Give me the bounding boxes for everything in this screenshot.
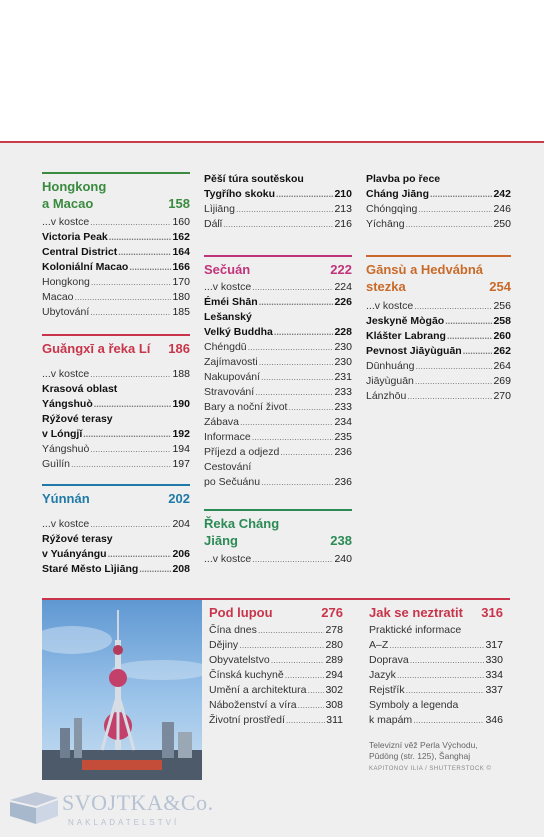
toc-entry[interactable]: Central District ..... 164 [42, 245, 190, 260]
toc-entry[interactable]: Informace ..... 235 [204, 430, 352, 445]
section-page: 238 [330, 533, 352, 548]
toc-entry[interactable]: Lánzhōu ..... 270 [366, 389, 511, 404]
toc-entry[interactable]: Lìjiāng ..... 213 [204, 202, 352, 217]
section-gansu [366, 255, 511, 404]
section-title-podlupou[interactable] [209, 604, 343, 621]
toc-entry[interactable]: Nakupování ..... 231 [204, 370, 352, 385]
tv-tower-photo [42, 600, 202, 780]
toc-entry[interactable]: Životní prostředí ..... 311 [209, 713, 343, 728]
title-line: Gānsù a Hedvábná [366, 262, 484, 277]
section-neztratit [369, 604, 503, 772]
toc-entry[interactable]: ...v kostce ..... 256 [366, 299, 511, 314]
toc-entry[interactable]: Chóngqìng ..... 246 [366, 202, 511, 217]
toc-entry[interactable]: Rejstřík ..... 337 [369, 683, 503, 698]
toc-entry[interactable]: Čína dnes ..... 278 [209, 623, 343, 638]
toc-entry-line: Krasová oblast [42, 383, 118, 395]
toc-entry-line: Praktické informace [369, 624, 462, 636]
title-line: Guǎngxī a řeka Lí [42, 341, 151, 356]
section-plavba [366, 172, 511, 232]
section-page: 254 [489, 279, 511, 294]
toc-entry[interactable]: Náboženství a víra ..... 308 [209, 698, 343, 713]
toc-entry[interactable]: Doprava ..... 330 [369, 653, 503, 668]
section-title-hongkong[interactable] [42, 172, 190, 212]
section-title-yunnan[interactable] [42, 484, 190, 507]
toc-entry[interactable]: Dálǐ ..... 216 [204, 217, 352, 232]
toc-entry[interactable]: Pevnost Jiāyùguān ..... 262 [366, 344, 511, 359]
title-line: Jak se neztratit [369, 605, 463, 620]
toc-entry-line: Plavba po řece [366, 173, 441, 185]
photo-caption: Pǔdōng (str. 125), Šanghaj [369, 751, 471, 761]
section-hongkong [42, 172, 190, 320]
toc-entry[interactable]: v Lóngjǐ ..... 192 [42, 427, 190, 442]
section-title-neztratit[interactable] [369, 604, 503, 621]
toc-entry[interactable]: po Sečuánu ..... 236 [204, 475, 352, 490]
publisher-logo [6, 788, 214, 834]
toc-entry[interactable]: Jiāyùguān ..... 269 [366, 374, 511, 389]
section-title-secuan[interactable] [204, 255, 352, 278]
toc-entry[interactable]: Příjezd a odjezd ..... 236 [204, 445, 352, 460]
toc-entry[interactable]: Jazyk ..... 334 [369, 668, 503, 683]
section-page: 186 [168, 341, 190, 356]
title-line: a Macao [42, 196, 94, 211]
logo-text: SVOJTKA&Co. [62, 790, 214, 815]
toc-entry[interactable]: ...v kostce ..... 160 [42, 215, 190, 230]
section-secuan [204, 255, 352, 490]
toc-entry[interactable]: Stravování ..... 233 [204, 385, 352, 400]
section-page: 276 [321, 605, 343, 620]
toc-entry-line: Lešanský [204, 311, 252, 323]
toc-entry[interactable]: Yángshuò ..... 194 [42, 442, 190, 457]
toc-entry[interactable]: Bary a noční život ..... 233 [204, 400, 352, 415]
toc-entry[interactable]: ...v kostce ..... 240 [204, 552, 352, 567]
photo-caption: Televizní věž Perla Východu, [369, 740, 478, 750]
toc-entry-line: Rýžové terasy [42, 533, 113, 545]
toc-entry[interactable]: Dějiny ..... 280 [209, 638, 343, 653]
section-yunnan [42, 484, 190, 577]
toc-entry[interactable]: Obyvatelstvo ..... 289 [209, 653, 343, 668]
toc-entry[interactable]: Dūnhuáng ..... 264 [366, 359, 511, 374]
toc-entry[interactable]: ...v kostce ..... 188 [42, 367, 190, 382]
toc-entry[interactable]: Staré Město Lìjiāng ..... 208 [42, 562, 190, 577]
toc-entry[interactable]: A–Z ..... 317 [369, 638, 503, 653]
toc-entry[interactable]: Koloniální Macao ..... 166 [42, 260, 190, 275]
toc-entry-line: Cestování [204, 461, 252, 473]
toc-entry[interactable]: Hongkong ..... 170 [42, 275, 190, 290]
toc-entry[interactable]: k mapám ..... 346 [369, 713, 503, 728]
toc-entry[interactable]: Jeskyně Mògāo ..... 258 [366, 314, 511, 329]
section-title-reka[interactable] [204, 509, 352, 549]
section-page: 222 [330, 262, 352, 277]
title-line: Pod lupou [209, 605, 273, 620]
toc-entry[interactable]: Macao ..... 180 [42, 290, 190, 305]
title-line: Hongkong [42, 179, 107, 194]
toc-entry[interactable]: Klášter Labrang ..... 260 [366, 329, 511, 344]
section-tura [204, 172, 352, 232]
toc-entry-line: Symboly a legenda [369, 699, 459, 711]
toc-entry[interactable]: Umění a architektura ..... 302 [209, 683, 343, 698]
toc-entry[interactable]: Yíchāng ..... 250 [366, 217, 511, 232]
section-guangxi [42, 334, 190, 472]
section-page: 158 [168, 196, 190, 211]
blank-top-area [0, 0, 544, 142]
toc-entry[interactable]: Chéngdū ..... 230 [204, 340, 352, 355]
photo-credit: KAPITONOV ILIA / SHUTTERSTOCK © [369, 766, 492, 772]
title-line: Jiāng [204, 533, 238, 548]
toc-entry[interactable]: ...v kostce ..... 224 [204, 280, 352, 295]
section-title-guangxi[interactable] [42, 334, 190, 357]
toc-entry[interactable]: Velký Buddha ..... 228 [204, 325, 352, 340]
toc-entry-line: Pěší túra soutěskou [204, 173, 304, 185]
title-line: Řeka Cháng [204, 516, 280, 531]
title-line: Sečuán [204, 262, 251, 277]
toc-entry[interactable]: Tygřího skoku ..... 210 [204, 187, 352, 202]
section-reka [204, 509, 352, 567]
toc-entry[interactable]: ...v kostce ..... 204 [42, 517, 190, 532]
toc-entry[interactable]: v Yuányángu ..... 206 [42, 547, 190, 562]
section-page: 202 [168, 491, 190, 506]
title-line: Yúnnán [42, 491, 90, 506]
section-podlupou [209, 604, 343, 728]
toc-entry[interactable]: Yángshuò ..... 190 [42, 397, 190, 412]
toc-entry[interactable]: Cháng Jiāng ..... 242 [366, 187, 511, 202]
tv-tower-icon [42, 600, 202, 780]
toc-entry-line: Rýžové terasy [42, 413, 113, 425]
toc-entry[interactable]: Ubytování ..... 185 [42, 305, 190, 320]
logo-subtext: NAKLADATELSTVÍ [68, 818, 180, 827]
section-title-gansu[interactable] [366, 255, 511, 295]
toc-entry[interactable]: Victoria Peak ..... 162 [42, 230, 190, 245]
toc-entry[interactable]: Čínská kuchyně ..... 294 [209, 668, 343, 683]
toc-entry[interactable]: Éméi Shān ..... 226 [204, 295, 352, 310]
toc-entry[interactable]: Zajímavosti ..... 230 [204, 355, 352, 370]
title-line: stezka [366, 279, 406, 294]
toc-entry[interactable]: Zábava ..... 234 [204, 415, 352, 430]
section-page: 316 [481, 605, 503, 620]
toc-entry[interactable]: Guìlín ..... 197 [42, 457, 190, 472]
